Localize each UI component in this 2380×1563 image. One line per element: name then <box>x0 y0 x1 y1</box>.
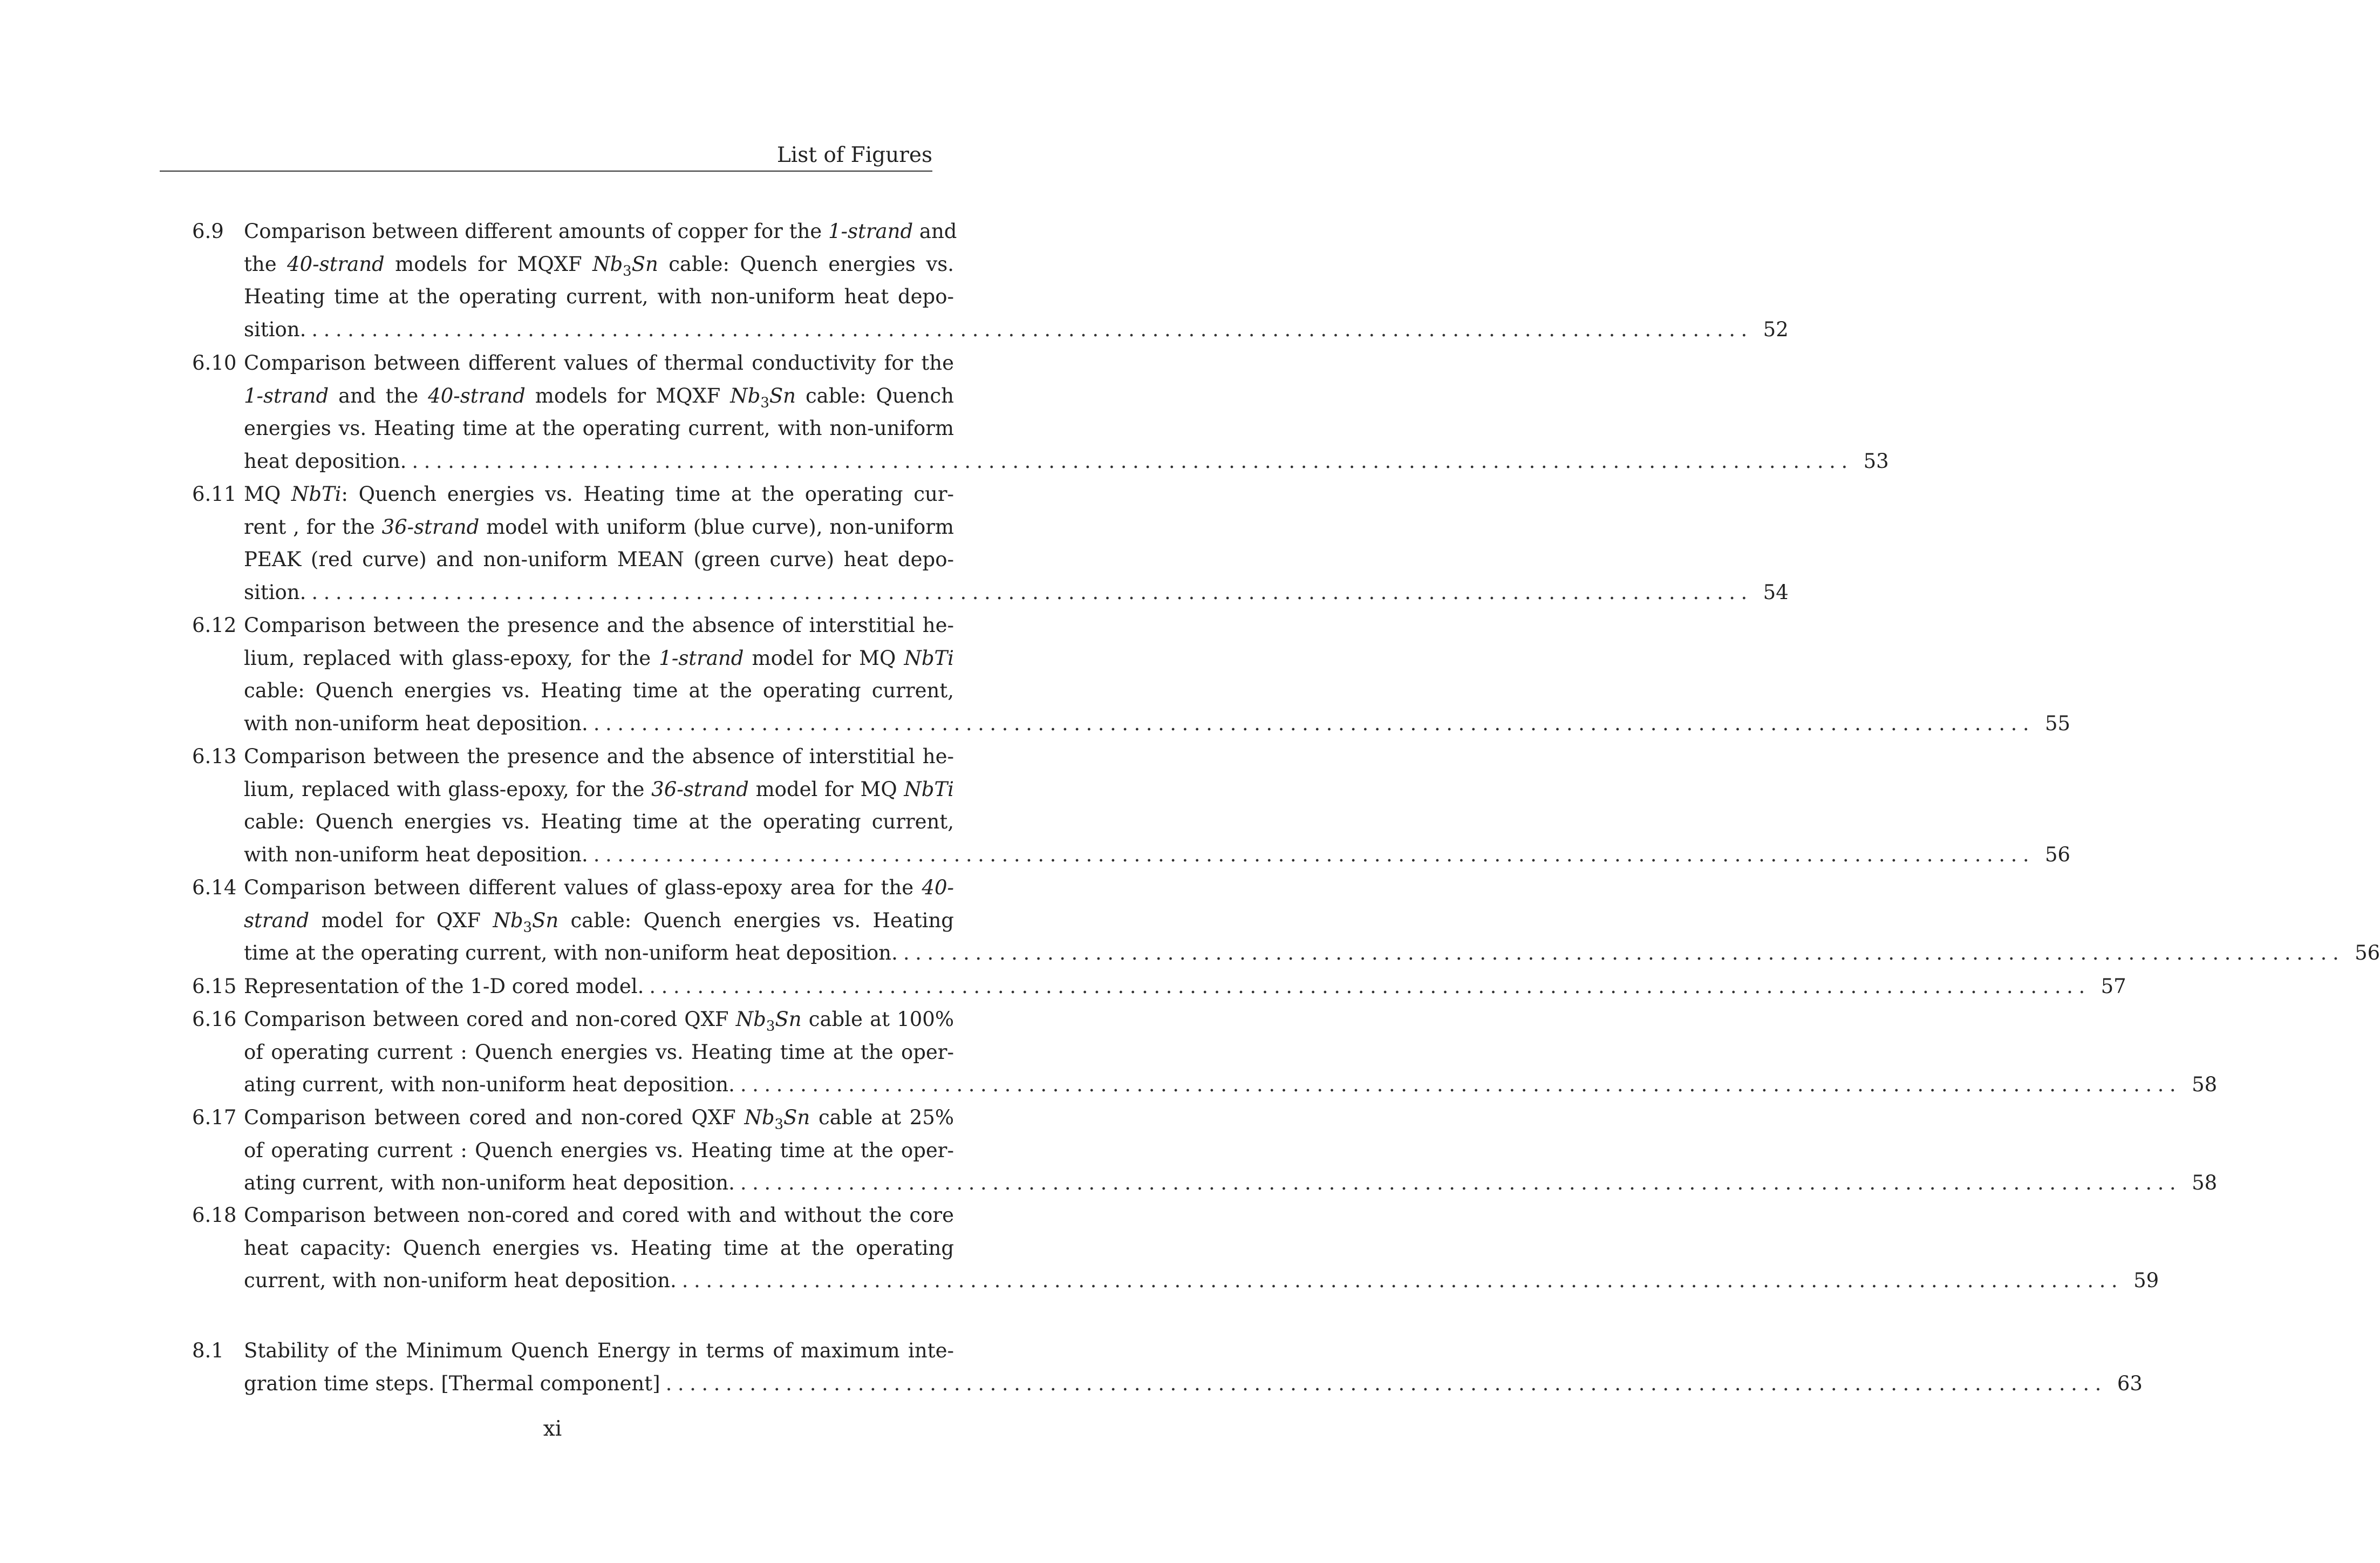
figure-caption-line: Comparison between different values of glass-epoxy area for the 40- <box>244 876 954 899</box>
figure-caption-line: Comparison between cored and non-cored QXF $Nb_3Sn$ cable at 100% <box>244 1008 954 1035</box>
dot-leader: ........................................................................................................................ <box>412 449 1853 473</box>
figure-caption-line: current, with non-uniform heat deposition. <box>244 1269 677 1293</box>
figure-caption-line: ating current, with non-uniform heat deposition. <box>244 1073 735 1097</box>
figure-caption-line: with non-uniform heat deposition. <box>244 842 588 866</box>
dot-leader: ........................................................................................................................ <box>593 842 2035 866</box>
figure-caption-line: Comparison between different amounts of copper for the 1-strand and <box>244 220 957 243</box>
figure-caption-line: Comparison between cored and non-cored QXF $Nb_3Sn$ cable at 25% <box>244 1106 954 1133</box>
dot-leader: ........................................................................................................................ <box>649 975 2091 998</box>
figure-page-number[interactable]: 56 <box>2045 842 2071 866</box>
header-rule <box>160 171 932 172</box>
figure-number: 6.14 <box>192 876 237 899</box>
figure-page-number[interactable]: 59 <box>2133 1269 2159 1293</box>
figure-caption-last-line <box>244 1167 2218 1200</box>
figure-caption-last-line <box>244 970 2126 1003</box>
figure-number: 6.11 <box>192 483 237 506</box>
figure-caption-last-line <box>244 314 1789 346</box>
figure-caption-line: of operating current : Quench energies vs. Heating time at the oper- <box>244 1040 954 1064</box>
figure-page-number[interactable]: 53 <box>1863 449 1889 473</box>
figure-caption-line: gration time steps. [Thermal component] <box>244 1371 660 1395</box>
figure-caption-line: ating current, with non-uniform heat deposition. <box>244 1171 735 1195</box>
figure-number: 6.16 <box>192 1008 237 1031</box>
figure-caption-line: Comparison between the presence and the absence of interstitial he- <box>244 745 954 768</box>
figure-caption-line: strand model for QXF $Nb_3Sn$ cable: Quench energies vs. Heating <box>244 908 954 935</box>
figure-caption-last-line <box>244 576 1789 609</box>
figure-number: 6.10 <box>192 351 237 375</box>
dot-leader: ........................................................................................................................ <box>903 941 2345 965</box>
running-head-title: List of Figures <box>776 143 932 167</box>
figure-number: 6.18 <box>192 1204 237 1227</box>
figure-page-number[interactable]: 56 <box>2355 941 2380 965</box>
figure-caption-line: with non-uniform heat deposition. <box>244 711 588 735</box>
page-number: xi <box>543 1417 562 1441</box>
figure-caption-last-line <box>244 1069 2218 1102</box>
figure-page-number[interactable]: 58 <box>2192 1073 2218 1097</box>
figure-caption-line: sition. <box>244 317 306 341</box>
figure-page-number[interactable]: 55 <box>2045 711 2071 735</box>
figure-caption-last-line <box>244 937 2380 970</box>
figure-number: 6.13 <box>192 745 237 768</box>
dot-leader: ........................................................................................................................ <box>665 1371 2107 1395</box>
figure-caption-line: cable: Quench energies vs. Heating time at the operating current, <box>244 679 954 703</box>
figure-caption-last-line <box>244 1265 2159 1297</box>
figure-caption-last-line <box>244 1368 2143 1401</box>
dot-leader: ........................................................................................................................ <box>740 1171 2182 1195</box>
figure-caption-line: Comparison between different values of thermal conductivity for the <box>244 351 954 375</box>
figure-page-number[interactable]: 57 <box>2101 975 2126 998</box>
figure-caption-line: Comparison between the presence and the absence of interstitial he- <box>244 614 954 637</box>
figure-caption-line: PEAK (red curve) and non-uniform MEAN (green curve) heat depo- <box>244 548 954 572</box>
figure-number: 6.17 <box>192 1106 237 1129</box>
dot-leader: ........................................................................................................................ <box>681 1269 2124 1293</box>
figure-caption-line: energies vs. Heating time at the operating current, with non-uniform <box>244 417 954 440</box>
figure-caption-line: time at the operating current, with non-uniform heat deposition. <box>244 941 898 965</box>
figure-caption-line: lium, replaced with glass-epoxy, for the 1-strand model for MQ NbTi <box>244 646 954 670</box>
figure-caption-line: MQ NbTi: Quench energies vs. Heating time at the operating cur- <box>244 483 954 506</box>
figure-caption-line: cable: Quench energies vs. Heating time at the operating current, <box>244 810 954 834</box>
dot-leader: ........................................................................................................................ <box>311 580 1753 604</box>
figure-caption-line: 1-strand and the 40-strand models for MQXF $Nb_3Sn$ cable: Quench <box>244 384 954 411</box>
figure-number: 6.9 <box>192 220 224 243</box>
figure-caption-line: sition. <box>244 580 306 604</box>
figure-caption-line: the 40-strand models for MQXF $Nb_3Sn$ cable: Quench energies vs. <box>244 252 954 279</box>
figure-caption-line: of operating current : Quench energies vs. Heating time at the oper- <box>244 1138 954 1162</box>
figure-caption-last-line <box>244 708 2071 740</box>
figure-page-number[interactable]: 58 <box>2192 1171 2218 1195</box>
figure-number: 6.15 <box>192 975 237 998</box>
dot-leader: ........................................................................................................................ <box>740 1073 2182 1097</box>
dot-leader: ........................................................................................................................ <box>593 711 2035 735</box>
figure-caption-line: rent , for the 36-strand model with uniform (blue curve), non-uniform <box>244 515 954 539</box>
dot-leader: ........................................................................................................................ <box>311 317 1753 341</box>
figure-caption-last-line <box>244 445 1889 478</box>
figure-caption-line: heat deposition. <box>244 449 407 473</box>
figure-caption-last-line <box>244 839 2071 872</box>
figure-page-number[interactable]: 54 <box>1763 580 1789 604</box>
figure-number: 6.12 <box>192 614 237 637</box>
figure-caption-line: lium, replaced with glass-epoxy, for the 36-strand model for MQ NbTi <box>244 777 954 801</box>
figure-number: 8.1 <box>192 1339 224 1362</box>
figure-page-number[interactable]: 52 <box>1763 317 1789 341</box>
figure-caption-line: Representation of the 1-D cored model. <box>244 975 644 998</box>
figure-page-number[interactable]: 63 <box>2117 1371 2143 1395</box>
figure-caption-line: Comparison between non-cored and cored with and without the core <box>244 1204 954 1227</box>
figure-caption-line: heat capacity: Quench energies vs. Heating time at the operating <box>244 1236 954 1260</box>
figure-caption-line: Heating time at the operating current, with non-uniform heat depo- <box>244 285 954 309</box>
figure-caption-line: Stability of the Minimum Quench Energy in terms of maximum inte- <box>244 1339 954 1362</box>
